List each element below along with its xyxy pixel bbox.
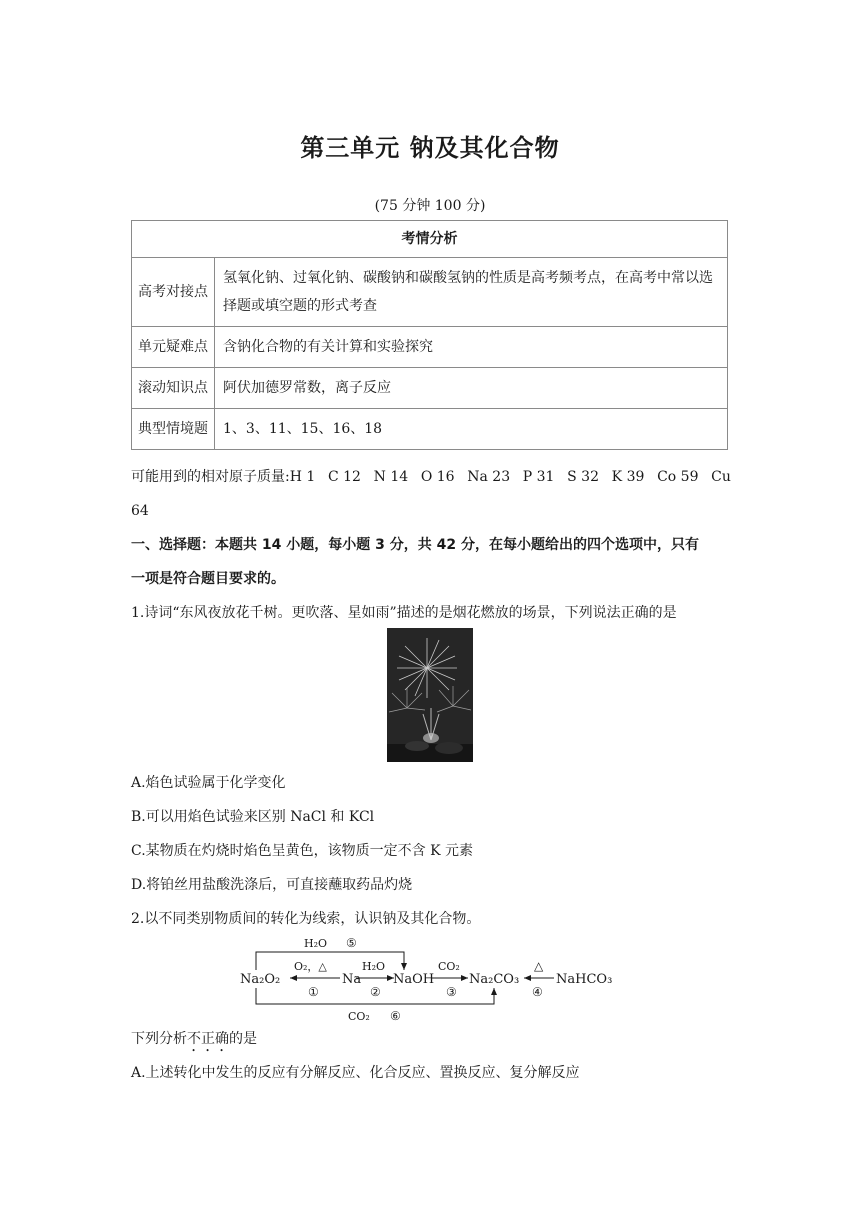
row-content: 阿伏加德罗常数，离子反应: [215, 368, 728, 409]
question-2-analysis: 下列分析不正确的是: [131, 1031, 257, 1047]
page-title: 第三单元 钠及其化合物: [300, 134, 560, 162]
table-header: 考情分析: [132, 221, 728, 258]
row-label: 滚动知识点: [132, 368, 215, 409]
option-b: B.可以用焰色试验来区别 NaCl 和 KCl: [131, 809, 375, 825]
row-label: 单元疑难点: [132, 327, 215, 368]
arrow-2-condition: H₂O: [362, 960, 386, 973]
arrow-3-number: ③: [446, 985, 457, 999]
section-heading-cont: 一项是符合题目要求的。: [131, 571, 285, 587]
atomic-masses-line: [131, 460, 731, 494]
exam-analysis-table: [131, 220, 728, 450]
node-na2o2: Na₂O₂: [240, 972, 281, 987]
row-content: 氢氧化钠、过氧化钠、碳酸钠和碳酸氢钠的性质是高考频考点，在高考中常以选择题或填空题的形式考查: [215, 258, 728, 327]
row-content: 1、3、11、15、16、18: [215, 409, 728, 450]
atomic-mass: P 31: [522, 469, 555, 485]
question-1-stem: 1.诗词“东风夜放花千树。更吹落、星如雨”描述的是烟花燃放的场景，下列说法正确的是: [131, 605, 677, 621]
atomic-mass-overflow: 64: [131, 503, 149, 519]
arrow-4-condition: △: [534, 959, 544, 973]
node-naoh: NaOH: [393, 972, 435, 987]
table-row: [132, 368, 728, 409]
question-2-stem: 2.以不同类别物质间的转化为线索，认识钠及其化合物。: [131, 911, 481, 927]
table-row: [132, 327, 728, 368]
row-label: 高考对接点: [132, 258, 215, 327]
arrow-5-condition: H₂O: [304, 937, 328, 950]
option-a: A.焰色试验属于化学变化: [131, 775, 286, 791]
row-label: 典型情境题: [132, 409, 215, 450]
atomic-mass: N 14: [373, 469, 409, 485]
atomic-mass: Na 23: [467, 469, 511, 485]
atomic-masses-intro: 可能用到的相对原子质量:H 1: [131, 469, 316, 485]
arrow-6-number: ⑥: [390, 1009, 401, 1023]
section-heading: 一、选择题：本题共 14 小题，每小题 3 分，共 42 分，在每小题给出的四个选项中，只有: [131, 537, 699, 553]
atomic-mass: Cu: [711, 469, 731, 485]
node-na2co3: Na₂CO₃: [469, 972, 520, 987]
atomic-mass: S 32: [567, 469, 599, 485]
table-row: [132, 258, 728, 327]
time-score-info: (75 分钟 100 分): [374, 198, 486, 214]
q2-option-a: A.上述转化中发生的反应有分解反应、化合反应、置换反应、复分解反应: [131, 1065, 580, 1081]
emphasized-word: 不正确: [187, 1031, 229, 1047]
node-na: Na: [342, 972, 362, 987]
node-nahco3: NaHCO₃: [556, 972, 613, 987]
arrow-1-number: ①: [308, 985, 319, 999]
atomic-mass: K 39: [611, 469, 645, 485]
atomic-mass: O 16: [420, 469, 455, 485]
fireworks-image: [387, 628, 473, 762]
option-d: D.将铂丝用盐酸洗涤后，可直接蘸取药品灼烧: [131, 877, 413, 893]
table-row: [132, 409, 728, 450]
row-content: 含钠化合物的有关计算和实验探究: [215, 327, 728, 368]
arrow-5-number: ⑤: [346, 936, 357, 950]
atomic-mass: C 12: [327, 469, 361, 485]
arrow-2-number: ②: [370, 985, 381, 999]
arrow-4-number: ④: [532, 985, 543, 999]
arrow-3-condition: CO₂: [438, 960, 460, 973]
arrow-6-condition: CO₂: [348, 1010, 370, 1023]
conversion-diagram: [238, 932, 628, 1024]
option-c: C.某物质在灼烧时焰色呈黄色，该物质一定不含 K 元素: [131, 843, 474, 859]
arrow-1-condition: O₂，△: [294, 960, 327, 973]
atomic-mass: Co 59: [657, 469, 699, 485]
